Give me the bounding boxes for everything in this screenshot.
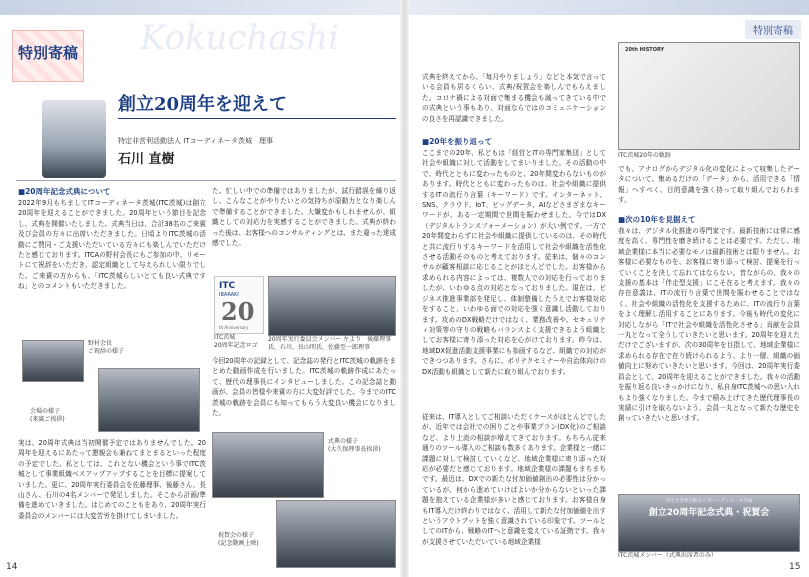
photo-venue (98, 368, 200, 432)
page-number-left: 14 (6, 562, 18, 572)
caption-party: 祝賀会の様子 (記念動画上映) (218, 532, 259, 547)
body-text: 今回20周年の記録として、記念誌の発行とITC茨城の軌跡をまとめた動画作成を行いました。ITC茨城の軌跡作成にあたって、歴代の理事長にインタビューしました。この記念誌と動画が、会員の皆様や来賓の方に大変好評でした。今までのITC茨城の軌跡を会員にも知ってもらう大変良い機会になりました。 (212, 357, 396, 418)
body-text: でも、アナログからデジタル化の変化によって収集したデータについて、集めるだけの「データ」から、活用できる「情報」へすべく、目的意識を強く持って取り組んでおられます。 (618, 165, 800, 205)
banner-small-text: 特定非営利活動法人 ITコーディネータ茨城 (665, 499, 753, 504)
caption-history: ITC茨城20年の軌跡 (618, 152, 671, 159)
caption-logo: ITC茨城 20周年記念ロゴ (214, 334, 258, 349)
title-underline (118, 118, 396, 119)
header-band-right (409, 0, 809, 15)
history-title: 20th HISTORY (625, 47, 665, 53)
photo-party (276, 500, 396, 568)
logo-anniversary-text: th Anniversary (219, 325, 249, 330)
watermark-text: Kokuchashi (140, 18, 339, 58)
page-number-right: 15 (789, 562, 801, 572)
logo-20-text: 20 (221, 297, 255, 326)
body-text: 実は、20周年式典は当初開催予定ではありませんでした。20周年を迎えるにあたって懇親会も兼ねてまとまるといった程度の予定でした。私としては、これとない機会という事でITC茨城として事業組織ベスアップアップすることを目標に提案していました。更に、20周年実行委員会を佐藤理事、後藤さん、長山さん、石川の4名メンバーで発足しました。そこから計画/準備を進めていきました。はじめてのこともをあり、20周年実行委員会のメンバーには大変苦労を掛けてしまいました。 (18, 439, 206, 520)
author-name: 石川 直樹 (118, 152, 175, 167)
photo-ceremony (212, 432, 324, 498)
body-text: 2022年9月もちましてITコーディネータ茨城(ITC茨城)は創立20周年を迎えることができました。20周年という節目を記念し、式典を開催いたしました。式典当日は、合計38名のご来賓及び会員の方々に出席いただきました。日頃よりITC茨城の活動にご賛同・ご支援いただいている方々にも楽しんでいただけたと感じております。ITCAの野村会長にもご参加の中、リモートにて祝辞をいただき、認定組織として与えられしい限りでした。ご来賓の方からも、「ITC茨城らしいとても良い式典ですね」とのコメントもいただきました。 (18, 199, 206, 291)
photo-nomura (22, 340, 84, 382)
caption-venue: 会場の様子 (来賓ご挨拶) (30, 408, 65, 423)
anniversary-logo (214, 276, 264, 334)
caption-committee: 20周年実行委員会メンバー 左より 後藤理事氏、石川、長山明氏、佐藤至一郎理事 (268, 336, 392, 351)
section-heading-future: ■次の10年を見据えて (618, 215, 696, 224)
logo-ibaraki-text: IBARAKI (219, 292, 239, 298)
author-photo (42, 100, 106, 178)
photo-committee (268, 276, 396, 336)
article-title: 創立20周年を迎えて (118, 94, 288, 115)
body-text: 式典を終えてから、「毎月やりましょう」などと本気で言っている会員も居るくらい、式典/祝賀会を楽しんでもらえました。コロナ禍による対面で集まる機会も減ってきている中での式典という事もあり、対面ならではのコミュニケーションの良さを再認識できました。 (422, 73, 606, 123)
caption-members: ITC茨城メンバー（式典出席者のみ） (618, 552, 717, 559)
caption-nomura: 野村会長 ご祝辞の様子 (88, 340, 125, 355)
caption-ceremony: 式典の様子 (大久保理事長挨拶) (328, 438, 381, 453)
page-gutter (400, 0, 409, 577)
body-text: 従来は、IT導入としてご相談いただくケースがほとんどでしたが、近年では会社での困りごとや事業プラン(DX化)のご相談など、より上流の相談が増えてきております。もちろん従来通りのツール導入のご相談も数多くあります。企業様と一緒に課題に対して検討していくなど、地域企業様に寄り添った対応が必要だと感じております。地域企業様の課題もまちまちです。最近は、DXでの新たな付加価値創出の必要性は分かっているが、何から進めていけばよいか分からないといった課題を抱えている企業様が多いと感じております。お客様自身もIT導入だけ終わりではなく、活用して新たな付加価値を出すというアウトプットを強く意識されている印象です。ツールとしてのITから、戦略のITへと意識を変えている証拠です。我々が支援させていただいている地域企業様 (422, 413, 606, 546)
logo-itc-text: ITC (219, 281, 236, 291)
body-text: ここまでの20年、私どもは「経営とITの専門家集団」として社会や組織に対して活動をしてまいりました。その活動の中で、時代とともに変わったものと、20年間変わらないものがあります。時代とともに変わったものは、社会や組織に提供するITの流行り言葉（キーワード）です。インターネット、SNS、クラウド、IoT、ビッグデータ、AIなどさまざまなキーワードが、ある一定期間で世間を賑わせました。今ではDX（デジタルトランスフォーメーション）が大い例です。一方で20年間変わらずに社会や組織に提供しているのは、その時代と共に流行りするキーワードを活用して社会や組織を活性化させる活動そのものと考えております。従来は、個々のコンサルが顧客相談に応じることがほとんどでした。お客様から求められる内容によっては、複数人での対応を行っておりましたが、いわゆる点の対応となっておりました。現在は、ビジネス推進事業部を発足し、体制整備したうえでお客様対応をすること、いわゆる面での対応を強く意識し活動しております。攻めのDX戦略だけではなく、業務改善や、セキュリティ対策等の守りの戦略もバランスよく支援できるよう組織としてお客様に寄り添った対応を心がけております。昨今は、地域DX促進活動支援事業にも参画するなど、組織での対応ができつつあります。さらに、ポリテクセミナーや自治体向けのDX活動も組織として新たに取り組んでおります。 (422, 149, 606, 376)
section-heading-ceremony: ■20周年記念式典について (18, 187, 111, 196)
photo-members (618, 494, 800, 552)
author-byline: 特定非営利活動法人 ITコーディネータ茨城 理事 (118, 137, 274, 145)
section-tag-left: 特別寄稿 (18, 44, 79, 62)
section-tag-right: 特別寄稿 (745, 20, 801, 39)
banner-big-text: 創立20周年記念式典・祝賀会 (648, 508, 770, 518)
section-heading-review: ■20年を振り返って (422, 137, 493, 146)
title-rule (16, 180, 396, 181)
body-text: 我々は、デジタル化推進の専門家です。最新技術には常に感度を高く、専門性を磨き続けることは必要です。ただし、地域企業様に本当に必要なモノは最新技術とは限りません。お客様に必要なものを、お客様に寄り添って検討、提案を行っていくことを決して忘れてはならない。昔ながらの、我々の支援の基本は「伴走型支援」にこそ在ると考えます。我々の存在意義は、ITの流行り言葉で世間を賑わせることではなく、社会や組織の活性化を支援するために、ITの流行り言葉をよく理解し活用することにあります。今後も時代の変化に対応しながら「ITで社会や組織を活性化させる」貢献を会員一丸となって全うしていきたいと思います。20周年を迎えただけでございますが、次の30周年を目指して、地域企業様に求められる存在で在り続けられるよう、より一層、組織の価値向上に努めていきたいと思います。今回は、20周年実行委員会として、20周年を迎えることができました。我々の活動を振り返る良いきっかけになり、私自身ITC茨城への思い入れもより強くなりました。今まで積み上げてきた歴代理事長の実績に引けを取らないよう、会員一丸となって新たな歴史を創っていきたいと思います。 (618, 227, 800, 423)
header-band-left (0, 0, 400, 15)
photo-history-timeline (618, 42, 800, 150)
body-text: た。忙しい中での準備ではありましたが、試行錯誤を繰り返し、こんなことがやりたいとの気持ちが原動力となり楽しんで準備することができました。大嫌変かもしれませんが、組織としての対応力を実感することができました。式典が終わった後は、お客様へのコンサルティングとは、また違った達成感でした。 (212, 187, 396, 248)
